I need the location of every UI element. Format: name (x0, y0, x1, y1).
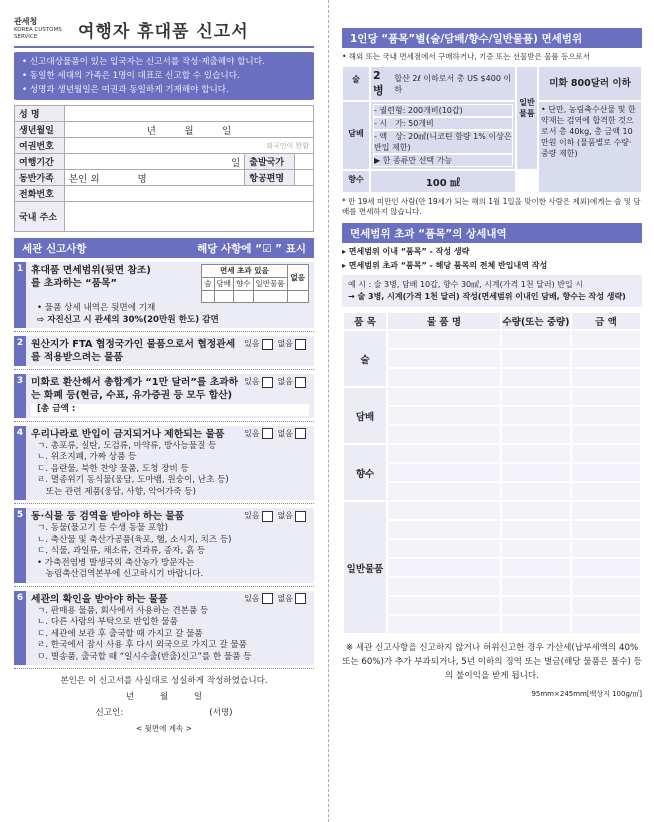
detail-cell[interactable] (387, 425, 501, 444)
col-general: 일반물품 (253, 278, 287, 291)
allowance-note: • 해외 또는 국내 면세점에서 구매하거나, 기증 또는 선물받은 물품 등으로서 (342, 52, 590, 61)
detail-cell[interactable] (501, 425, 571, 444)
detail-cell[interactable] (501, 596, 571, 615)
item-number: 6 (14, 591, 26, 666)
checkbox[interactable] (253, 291, 287, 303)
yes-no (244, 376, 309, 388)
perfume-label: 향수 (342, 170, 370, 193)
detail-cell[interactable] (571, 406, 641, 425)
detail-cell[interactable] (501, 577, 571, 596)
signer-row (14, 705, 314, 721)
item-number: 5 (14, 508, 26, 583)
allowance-bar: 1인당 “품목”별(술/담배/향수/일반물품) 면세범위 (342, 28, 642, 48)
yes-label: 있음 (244, 428, 260, 438)
detail-cell[interactable] (387, 406, 501, 425)
passport-label: 여권번호 (15, 138, 65, 154)
tobacco-line: ▶ 한 종류만 선택 가능 (373, 154, 513, 167)
detail-line: ▸ 면세범위 이내 “품목” - 작성 생략 (342, 247, 470, 256)
item-line: ㄴ. 축산물 및 축산가공품(육포, 햄, 소시지, 치즈 등) (37, 534, 232, 545)
general-desc: • 단만, 농림축수산물 및 한약재는 검역에 합격한 것으로서 총 40kg, 총 금액 10만원 이하 (물품별로 수량·중량 제한) (538, 101, 642, 193)
excess-table (201, 264, 309, 303)
age-footnote: * 만 19세 미만인 사람(만 19세가 되는 해의 1월 1일을 맞이한 사람은 제외)에게는 술 및 담배를 면세하지 않습니다. (342, 197, 641, 216)
name-field[interactable] (65, 106, 314, 122)
yes-no (244, 338, 309, 350)
item-number: 2 (14, 336, 26, 366)
detail-cell[interactable] (387, 463, 501, 482)
item-body (26, 336, 314, 366)
period-label: 여행기간 (15, 154, 65, 170)
detail-cell[interactable] (387, 577, 501, 596)
item-line: • 가축전염병 발생국의 축산농가 방문자는 (37, 557, 195, 568)
declare-item (14, 374, 314, 422)
declare-check: 해당 사항에 “☑ ” 표시 (197, 242, 306, 255)
item-line: 농림축산검역본부에 신고하시기 바랍니다. (37, 569, 204, 579)
detail-cell[interactable] (571, 444, 641, 463)
paper-spec: 95mm×245mm[백상지 100g/㎡] (531, 690, 642, 698)
detail-cell[interactable] (501, 520, 571, 539)
yes-label: 있음 (244, 511, 260, 520)
back-column (342, 28, 642, 699)
item-line: • 물품 상세 내역은 뒷면에 기재 (37, 303, 156, 313)
birth-label: 생년월일 (15, 122, 65, 138)
notice-line: • 신고대상물품이 있는 입국자는 신고서를 작성·제출해야 합니다. (22, 57, 265, 67)
item-number: 3 (14, 374, 26, 418)
item-heading: 동·식물 등 검역을 받아야 하는 물품 (31, 511, 185, 522)
detail-cell[interactable] (571, 520, 641, 539)
detail-cell[interactable] (387, 482, 501, 501)
item-line: ⇨ 자진신고 시 관세의 30%(20만원 한도) 감면 (37, 314, 219, 325)
example-line: → 술 3병, 시계(가격 1천 달러) 작성(면세범위 이내인 담배, 향수는 작성 생략) (348, 292, 626, 301)
item-heading: 원산지가 FTA 협정국가인 물품으로서 협정관세를 적용받으려는 물품 (31, 339, 236, 363)
phone-field[interactable] (65, 186, 314, 202)
form-title: 여행자 휴대품 신고서 (78, 21, 249, 42)
yes-checkbox[interactable] (262, 377, 273, 388)
detail-cell[interactable] (501, 615, 571, 634)
category-cell: 담배 (343, 387, 387, 444)
birth-field[interactable]: 년 월 일 (65, 122, 314, 138)
col-header: 품 목 (343, 312, 387, 330)
item-heading: 우리나라로 반입이 금지되거나 제한되는 물품 (31, 428, 225, 440)
checkbox[interactable] (214, 291, 234, 303)
general-value: 미화 800달러 이하 (538, 66, 642, 101)
no-checkbox[interactable] (295, 593, 306, 604)
perfume-qty: 100 ㎖ (370, 170, 516, 193)
form-header (14, 12, 314, 48)
detail-table (342, 311, 642, 635)
penalty-warning: ※ 세관 신고사항을 신고하지 않거나 허위신고한 경우 가산세(납부세액의 40% 또는 60%)가 추가 부과되거나, 5년 이하의 징역 또는 벌금(해당 물품은 몰수) 등의 불이익을 받게 됩니다. (342, 643, 642, 681)
no-checkbox[interactable] (295, 377, 306, 388)
detail-cell[interactable] (501, 330, 571, 349)
item-body (26, 508, 314, 583)
col-liquor: 술 (202, 278, 214, 291)
item-body (26, 374, 314, 418)
item-body (26, 591, 314, 666)
item-line: ㄹ. 멸종위기 동식물(웅담, 도마뱀, 원숭이, 난초 등) (37, 475, 229, 485)
item-number: 4 (14, 426, 26, 501)
no-label: 없음 (277, 377, 293, 386)
detail-cell[interactable] (501, 406, 571, 425)
example-line: 예 시 : 술 3병, 담배 10갑, 향수 30㎖, 시계(가격 1천 달러) 반입 시 (348, 280, 583, 289)
sign-date-field[interactable]: 년 월 일 (125, 692, 203, 702)
detail-cell[interactable] (571, 368, 641, 387)
liquor-label: 술 (342, 66, 370, 101)
no-checkbox[interactable] (295, 511, 306, 522)
item-line: ㅁ. 별송품, 출국할 때 “일시수출(반출)신고”를 한 물품 등 (37, 651, 252, 662)
passport-field[interactable]: 외국인이 한함 (65, 138, 314, 154)
detail-cell[interactable] (501, 349, 571, 368)
tobacco-line: - 궐련형: 200개비(10갑) (373, 104, 513, 117)
detail-cell[interactable] (571, 596, 641, 615)
allowance-grid (342, 66, 642, 193)
item-line: ㄹ. 한국에서 잠시 사용 후 다시 외국으로 가지고 갈 물품 (37, 640, 247, 650)
checkbox[interactable] (287, 291, 309, 303)
detail-cell[interactable] (501, 558, 571, 577)
yes-no (244, 428, 309, 440)
logo-kr: 관세청 (14, 16, 38, 26)
tobacco-cell (370, 101, 516, 170)
detail-cell[interactable] (387, 368, 501, 387)
checkbox[interactable] (202, 291, 214, 303)
detail-cell[interactable] (571, 501, 641, 520)
detail-cell[interactable] (501, 539, 571, 558)
notice-box (14, 52, 314, 100)
category-cell: 일반물품 (343, 501, 387, 634)
detail-cell[interactable] (571, 615, 641, 634)
checkbox[interactable] (234, 291, 254, 303)
detail-cell[interactable] (501, 387, 571, 406)
yes-label: 있음 (244, 339, 260, 348)
signature-field[interactable]: (서명) (209, 708, 233, 718)
category-cell: 술 (343, 330, 387, 387)
name-label: 성 명 (15, 106, 65, 122)
front-column (14, 12, 314, 737)
logo-en2: SERVICE (14, 33, 38, 40)
detail-cell[interactable] (571, 425, 641, 444)
no-label: 없음 (277, 511, 293, 520)
fold-line (328, 0, 329, 822)
notice-line: • 동일한 세대의 가족은 1명이 대표로 신고할 수 있습니다. (22, 71, 240, 81)
item-line: ㄷ. 음란물, 북한 찬양 물품, 도청 장비 등 (37, 463, 189, 474)
general-label: 일반물품 (516, 66, 538, 170)
oath-text: 본인은 이 신고서를 사실대로 성실하게 작성하였습니다. (60, 676, 268, 686)
col-perfume: 향수 (234, 278, 254, 291)
detail-cell[interactable] (387, 596, 501, 615)
declare-item (14, 336, 314, 370)
detail-cell[interactable] (571, 558, 641, 577)
item-line: ㄴ. 위조지폐, 가짜 상품 등 (37, 452, 137, 462)
detail-cell[interactable] (387, 520, 501, 539)
yes-no (244, 510, 309, 522)
no-label: 없음 (277, 593, 293, 603)
declare-item (14, 591, 314, 670)
excess-group: 면세 초과 있음 (202, 265, 287, 278)
item-heading: 세관의 확인을 받아야 하는 물품 (31, 593, 168, 605)
none-label: 없음 (287, 265, 309, 291)
item-body (26, 426, 314, 501)
detail-cell[interactable] (571, 349, 641, 368)
yes-checkbox[interactable] (262, 339, 273, 350)
declare-item (14, 508, 314, 587)
liquor-desc: 합산 2ℓ 이하로서 총 US $400 이하 (394, 73, 512, 94)
col-tobacco: 담배 (214, 278, 234, 291)
companion-field[interactable]: 본인 외 명 (65, 170, 245, 186)
yes-checkbox[interactable] (262, 511, 273, 522)
signer-label: 신고인: (95, 708, 124, 718)
detail-cell[interactable] (571, 482, 641, 501)
example-box (342, 275, 642, 307)
signature-area (14, 673, 314, 737)
yes-no (244, 593, 309, 605)
item-line: ㄱ. 판매용 물품, 회사에서 사용하는 견본품 등 (37, 605, 209, 616)
tobacco-line: - 시 가: 50개비 (373, 117, 513, 130)
detail-bar: 면세범위 초과 “품목”의 상세내역 (342, 223, 642, 243)
detail-cell[interactable] (387, 349, 501, 368)
detail-cell[interactable] (501, 463, 571, 482)
item-heading: 휴대품 면세범위(뒷면 참조)를 초과하는 “품목” (31, 265, 151, 289)
flight-field[interactable] (295, 170, 314, 186)
col-header: 금 액 (571, 312, 641, 330)
item-body (26, 262, 314, 328)
detail-cell[interactable] (571, 463, 641, 482)
depart-field[interactable] (295, 154, 314, 170)
flight-label: 항공편명 (245, 170, 295, 186)
item-number: 1 (14, 262, 26, 328)
traveler-info-table (14, 105, 314, 232)
liquor-cell (370, 66, 516, 101)
category-cell: 향수 (343, 444, 387, 501)
declare-item (14, 426, 314, 505)
detail-cell[interactable] (571, 387, 641, 406)
item-line: ㄴ. 다른 사람의 부탁으로 반입한 물품 (37, 617, 178, 627)
detail-cell[interactable] (571, 539, 641, 558)
total-amount-field[interactable]: [총 금액 : (31, 404, 309, 416)
yes-checkbox[interactable] (262, 428, 273, 439)
detail-cell[interactable] (571, 577, 641, 596)
detail-line: ▸ 면세범위 초과 “품목” - 해당 품목의 전체 반입내역 작성 (342, 261, 548, 270)
yes-label: 있음 (244, 593, 260, 603)
detail-cell[interactable] (571, 330, 641, 349)
detail-cell[interactable] (387, 444, 501, 463)
depart-label: 출발국가 (245, 154, 295, 170)
tobacco-label: 담배 (342, 101, 370, 170)
notice-line: • 성명과 생년월일은 여권과 동일하게 기재해야 합니다. (22, 85, 229, 95)
col-header: 물 품 명 (387, 312, 501, 330)
no-checkbox[interactable] (295, 339, 306, 350)
detail-cell[interactable] (387, 615, 501, 634)
detail-cell[interactable] (387, 539, 501, 558)
declare-title: 세관 신고사항 (22, 242, 87, 255)
address-field[interactable] (65, 202, 314, 232)
no-label: 없음 (277, 339, 293, 348)
item-line: ㄷ. 식물, 과일류, 채소류, 견과류, 종자, 흙 등 (37, 546, 206, 556)
item-line: ㄷ. 세관에 보관 후 출국할 때 가지고 갈 물품 (37, 628, 203, 639)
detail-cell[interactable] (501, 368, 571, 387)
detail-cell[interactable] (387, 558, 501, 577)
detail-cell[interactable] (501, 501, 571, 520)
liquor-qty: 2병 (373, 69, 384, 97)
declare-bar (14, 238, 314, 258)
kcs-logo (14, 18, 70, 41)
logo-en1: KOREA CUSTOMS (14, 26, 62, 33)
item-line: ㄱ. 총포류, 실탄, 도검류, 마약류, 방사능물질 등 (37, 440, 217, 451)
tobacco-line: - 액 상: 20㎖(니코틴 함량 1% 이상은 반입 제한) (374, 132, 512, 152)
detail-cell[interactable] (387, 330, 501, 349)
phone-label: 전화번호 (15, 186, 65, 202)
address-label: 국내 주소 (15, 202, 65, 232)
item-line: ㄱ. 동물(물고기 등 수생 동물 포함) (37, 523, 169, 533)
detail-cell[interactable] (387, 387, 501, 406)
yes-checkbox[interactable] (262, 593, 273, 604)
continue-note: < 뒷면에 계속 > (136, 724, 192, 733)
no-checkbox[interactable] (295, 428, 306, 439)
declare-item (14, 262, 314, 332)
no-label: 없음 (277, 428, 293, 438)
companion-label: 동반가족 (15, 170, 65, 186)
detail-cell[interactable] (501, 482, 571, 501)
item-line: 또는 관련 제품(웅담, 사향, 악어가죽 등) (37, 486, 196, 497)
yes-label: 있음 (244, 377, 260, 386)
item-heading: 미화로 환산해서 총합계가 “1만 달러”를 초과하는 화폐 등(현금, 수표, 유가증권 등 모두 합산) (31, 377, 239, 401)
period-field[interactable]: 일 (65, 154, 245, 170)
detail-cell[interactable] (501, 444, 571, 463)
detail-cell[interactable] (387, 501, 501, 520)
col-header: 수량(또는 중량) (501, 312, 571, 330)
